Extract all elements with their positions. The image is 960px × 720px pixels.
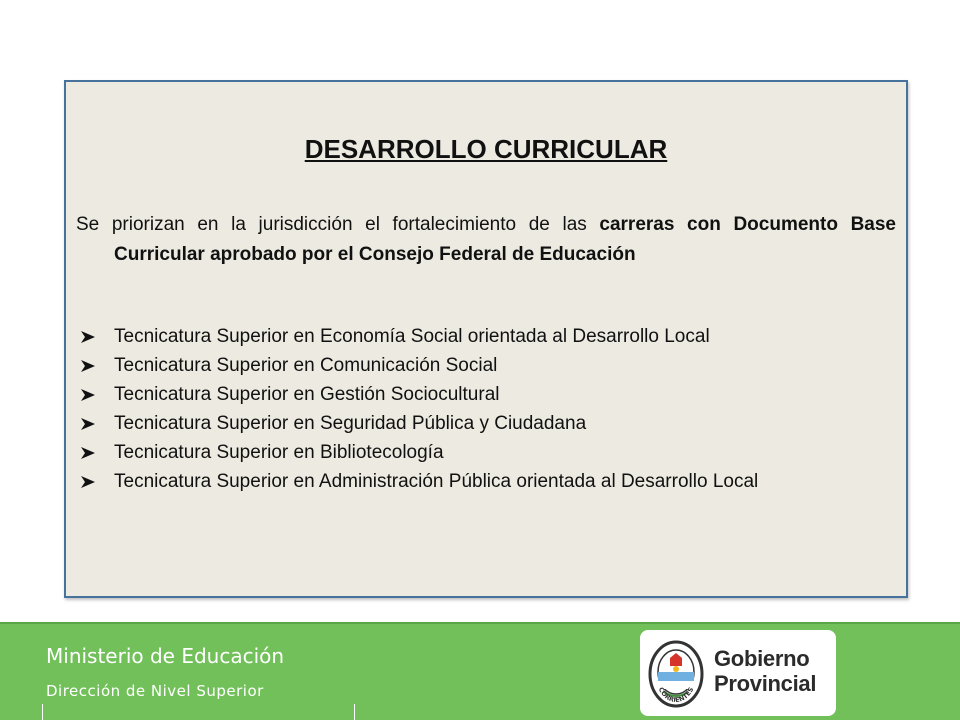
career-list — [76, 322, 896, 496]
career-label: Tecnicatura Superior en Economía Social orientada al Desarrollo Local — [114, 326, 710, 347]
page-title: DESARROLLO CURRICULAR — [304, 134, 668, 164]
arrow-bullet-icon — [80, 330, 96, 344]
footer-tick-left — [42, 704, 43, 720]
career-label: Tecnicatura Superior en Bibliotecología — [114, 442, 444, 463]
brand-logo-text — [714, 646, 816, 696]
intro-bold-text: carreras con Documento Base Curricular aprobado por el Consejo Federal de Educación — [114, 214, 896, 265]
list-item — [76, 322, 896, 351]
ministry-label: Ministerio de Educación — [46, 644, 285, 668]
arrow-bullet-icon — [80, 359, 96, 373]
career-label: Tecnicatura Superior en Gestión Sociocultural — [114, 384, 500, 405]
content-panel — [64, 80, 908, 598]
list-item — [76, 467, 896, 496]
list-item — [76, 438, 896, 467]
career-label: Tecnicatura Superior en Administración Pública orientada al Desarrollo Local — [114, 471, 759, 492]
direction-label: Dirección de Nivel Superior — [46, 682, 264, 700]
arrow-bullet-icon — [80, 446, 96, 460]
brand-line-2: Provincial — [714, 671, 817, 696]
footer-divider — [0, 622, 960, 624]
intro-text: Se priorizan en la jurisdicción el fortalecimiento de las — [76, 214, 600, 235]
list-item — [76, 351, 896, 380]
arrow-bullet-icon — [80, 388, 96, 402]
arrow-bullet-icon — [80, 417, 96, 431]
intro-paragraph — [76, 210, 896, 270]
province-seal-icon — [646, 636, 706, 710]
career-label: Tecnicatura Superior en Comunicación Social — [114, 355, 498, 376]
brand-line-1: Gobierno — [714, 646, 810, 671]
seal-caption: CORRIENTES — [656, 685, 696, 705]
footer-tick-right — [354, 704, 355, 720]
list-item — [76, 380, 896, 409]
arrow-bullet-icon — [80, 475, 96, 489]
government-logo — [640, 630, 836, 716]
list-item — [76, 409, 896, 438]
footer-bar — [0, 622, 960, 720]
career-label: Tecnicatura Superior en Seguridad Pública y Ciudadana — [114, 413, 587, 434]
